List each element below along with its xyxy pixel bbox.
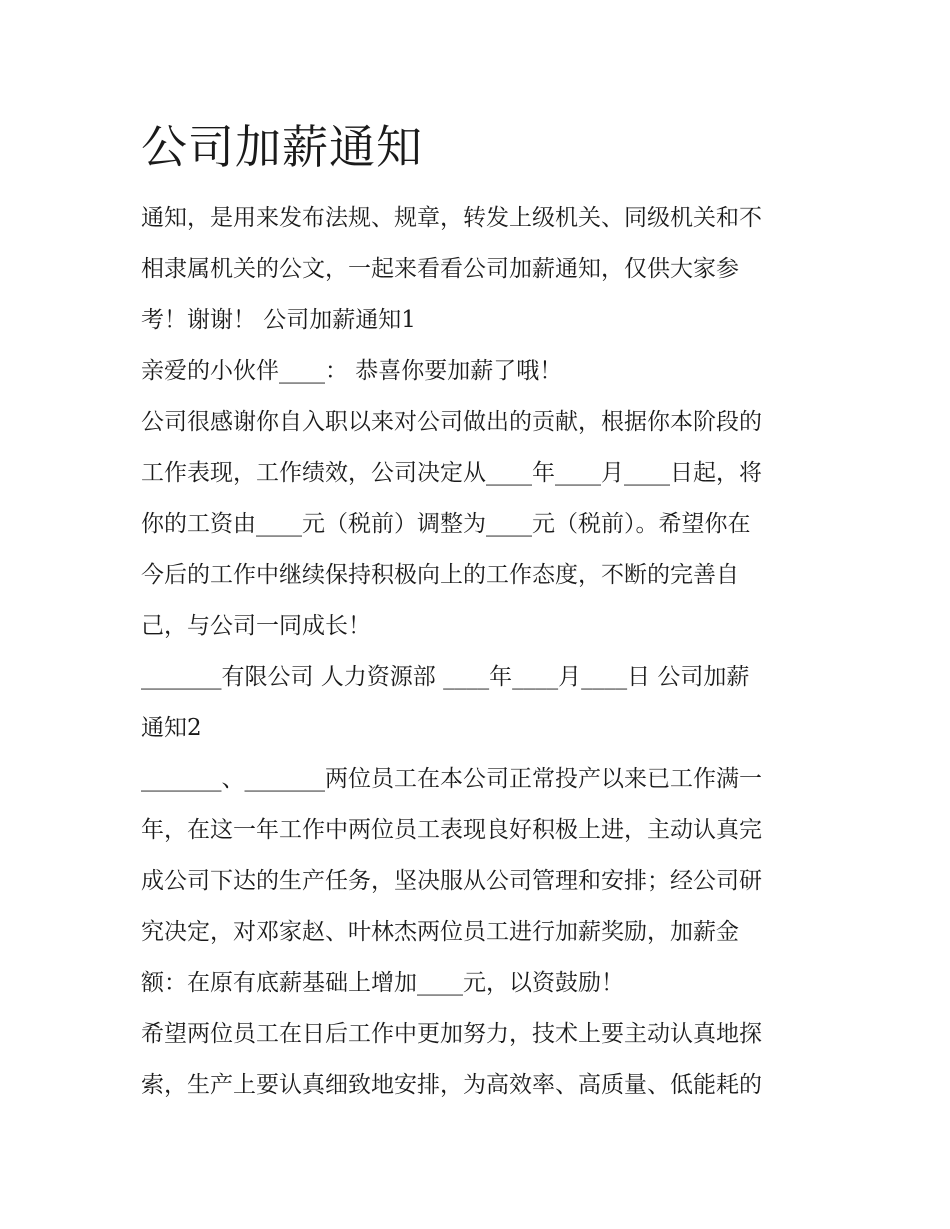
paragraph-line: 成公司下达的生产任务，坚决服从公司管理和安排；经公司研 bbox=[141, 868, 762, 894]
paragraph-line: 考！谢谢！ 公司加薪通知1 bbox=[141, 307, 416, 333]
paragraph-line: 究决定，对邓家赵、叶林杰两位员工进行加薪奖励，加薪金 bbox=[141, 919, 739, 945]
page-title: 公司加薪通知 bbox=[141, 120, 423, 174]
paragraph-line: 公司很感谢你自入职以来对公司做出的贡献，根据你本阶段的 bbox=[141, 409, 762, 435]
paragraph-line: 今后的工作中继续保持积极向上的工作态度，不断的完善自 bbox=[141, 562, 739, 588]
paragraph-line: 相隶属机关的公文，一起来看看公司加薪通知，仅供大家参 bbox=[141, 256, 739, 282]
paragraph-line: 通知2 bbox=[141, 715, 202, 741]
paragraph-line: 亲爱的小伙伴____： 恭喜你要加薪了哦！ bbox=[141, 358, 563, 384]
paragraph-line: _______、_______两位员工在本公司正常投产以来已工作满一 bbox=[141, 766, 762, 792]
paragraph-line: _______有限公司 人力资源部 ____年____月____日 公司加薪 bbox=[141, 664, 750, 690]
paragraph-line: 你的工资由____元（税前）调整为____元（税前）。希望你在 bbox=[141, 511, 751, 537]
paragraph-line: 希望两位员工在日后工作中更加努力，技术上要主动认真地探 bbox=[141, 1021, 762, 1047]
paragraph-line: 工作表现，工作绩效，公司决定从____年____月____日起，将 bbox=[141, 460, 762, 486]
paragraph-line: 年，在这一年工作中两位员工表现良好积极上进，主动认真完 bbox=[141, 817, 762, 843]
paragraph-line: 通知，是用来发布法规、规章，转发上级机关、同级机关和不 bbox=[141, 205, 762, 231]
paragraph-line: 额：在原有底薪基础上增加____元，以资鼓励！ bbox=[141, 970, 624, 996]
paragraph-line: 索，生产上要认真细致地安排，为高效率、高质量、低能耗的 bbox=[141, 1072, 762, 1098]
paragraph-line: 己，与公司一同成长！ bbox=[141, 613, 371, 639]
